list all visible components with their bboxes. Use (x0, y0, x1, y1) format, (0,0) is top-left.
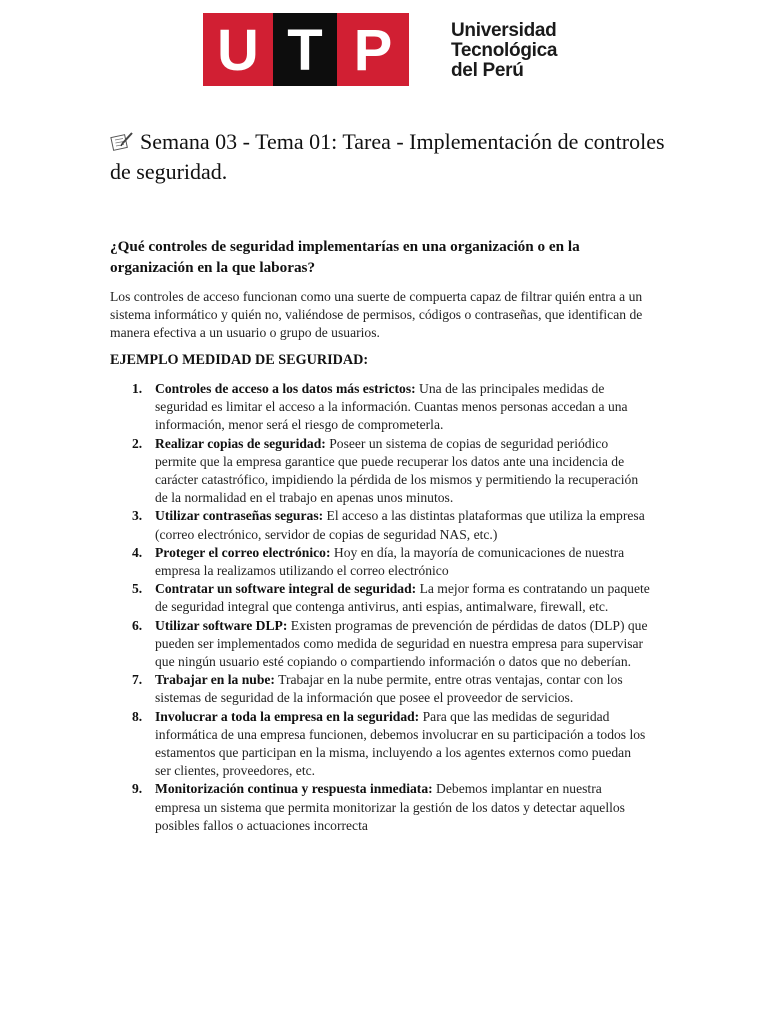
measure-term: Utilizar software DLP: (155, 617, 288, 633)
list-item (110, 580, 650, 616)
measure-term: Realizar copias de seguridad: (155, 435, 326, 451)
logo-name-line: Universidad (451, 20, 557, 41)
list-item (110, 708, 650, 781)
measure-description: Hoy en día, la mayoría de comunicaciones de nuestra empresa la realizamos utilizando el correo electrónico (155, 544, 625, 579)
list-number: 4. (132, 544, 143, 560)
page-title-text: Semana 03 - Tema 01: Tarea - Implementación de controles de seguridad. (110, 129, 665, 184)
list-item (110, 671, 650, 707)
svg-text:P: P (353, 18, 393, 83)
measure-term: Contratar un software integral de seguridad: (155, 581, 417, 597)
intro-paragraph: Los controles de acceso funcionan como una suerte de compuerta capaz de filtrar quién entra a un sistema informático y quién no, valiéndose de permisos, códigos o contraseñas, que identifican de manera efectiva a un usuario o grupo de usuarios. (110, 289, 643, 340)
measure-description: Una de las principales medidas de seguridad es limitar el acceso a la información. Cuantas menos personas accedan a una información, menor será el riesgo de comprometerla. (155, 381, 628, 433)
list-item (110, 507, 650, 543)
logo-letter-u (203, 13, 273, 86)
list-item (110, 380, 650, 435)
measure-term: Trabajar en la nube: (155, 672, 275, 688)
measure-description: Trabajar en la nube permite, entre otras ventajas, contar con los sistemas de seguridad de la información que posee el proveedor de servicios. (155, 672, 623, 706)
list-number: 8. (132, 708, 143, 724)
list-item (110, 617, 650, 672)
list-item (110, 544, 650, 580)
list-number: 6. (132, 617, 143, 633)
utp-logo (203, 13, 563, 87)
security-measures-list (110, 380, 650, 835)
logo-name-line: Tecnológica (451, 40, 558, 61)
measure-description: Existen programas de prevención de pérdidas de datos (DLP) que pueden ser implementados como medida de seguridad en nuestra empresa para supervisar que ningún usuario esté copiando o compartiendo información o datos que no deberían. (155, 617, 648, 670)
logo-letter-t (273, 13, 337, 86)
list-number: 5. (132, 581, 143, 597)
list-number: 7. (132, 672, 143, 688)
example-heading: EJEMPLO MEDIDAD DE SEGURIDAD: (110, 352, 369, 368)
measure-description: La mejor forma es contratando un paquete de seguridad integral que contenga antivirus, anti espias, antimalware, firewall, etc. (155, 581, 650, 615)
measure-description: Debemos implantar en nuestra empresa un sistema que permita monitorizar la gestión de los datos y detectar aquellos posibles fallos o actuaciones incorrecta (155, 781, 625, 833)
measure-description: Para que las medidas de seguridad informática de una empresa funcionen, debemos involucrar en su participación a todos los estamentos que participan en la misma, incluyendo a los agentes externos como puedan ser clientes, proveedores, etc. (155, 708, 646, 779)
page-title (110, 127, 670, 187)
measure-term: Monitorización continua y respuesta inmediata: (155, 781, 433, 797)
logo-name-line: del Perú (451, 60, 524, 81)
list-number: 1. (132, 381, 143, 396)
measure-term: Controles de acceso a los datos más estrictos: (155, 381, 416, 396)
svg-text:U: U (217, 18, 259, 83)
measure-term: Proteger el correo electrónico: (155, 544, 331, 560)
list-item (110, 435, 650, 508)
list-number: 2. (132, 435, 143, 451)
measure-term: Utilizar contraseñas seguras: (155, 508, 324, 524)
question-heading: ¿Qué controles de seguridad implementarías en una organización o en la organización en la que laboras? (110, 238, 580, 276)
measure-description: Poseer un sistema de copias de seguridad periódico permite que la empresa garantice que puede recuperar los datos ante una incidencia de carácter catastrófico, impidiendo la pérdida de los mismos y permitiendo la recuperación de la normalidad en el trabajo en apenas unos minutos. (155, 435, 639, 506)
measure-term: Involucrar a toda la empresa en la seguridad: (155, 708, 420, 724)
svg-text:T: T (287, 18, 323, 83)
logo-letter-p (337, 13, 409, 86)
logo-university-name (451, 21, 557, 81)
memo-icon (110, 129, 134, 149)
list-item (110, 780, 650, 835)
list-number: 3. (132, 508, 143, 524)
measure-description: El acceso a las distintas plataformas que utiliza la empresa (correo electrónico, servidor de copias de seguridad NAS, etc.) (155, 508, 645, 542)
list-number: 9. (132, 781, 143, 797)
